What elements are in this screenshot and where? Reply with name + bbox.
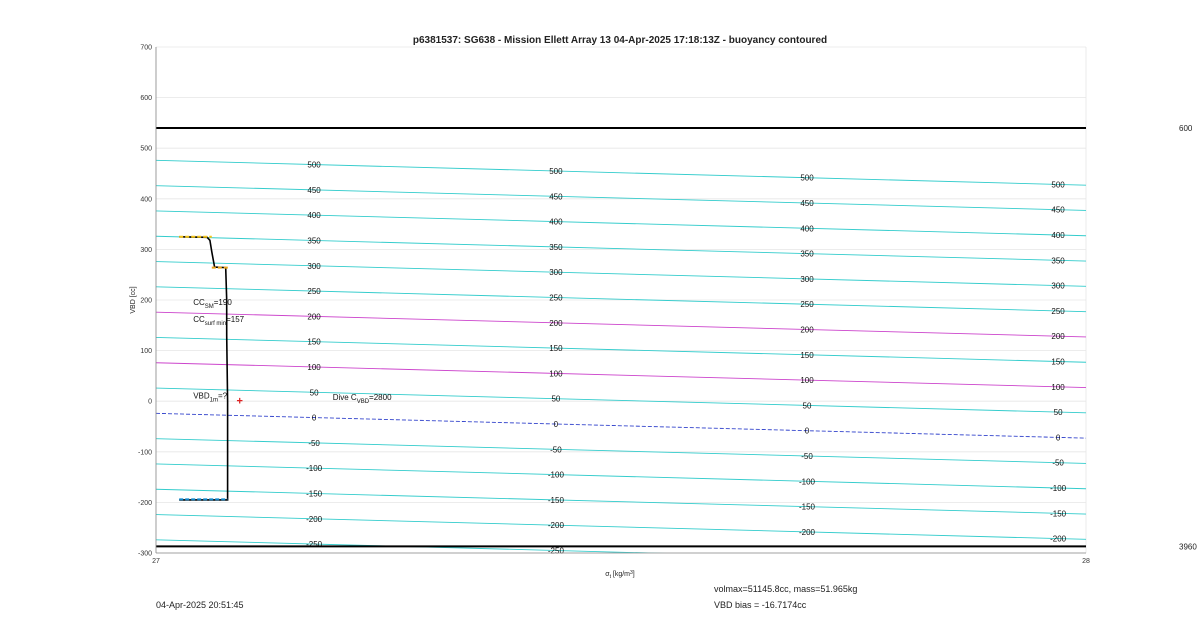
contour-line [156,515,1086,540]
contour-label: 200 [1051,332,1065,342]
contour-line [156,439,1086,464]
y-axis-label: VBD [cc] [130,286,137,314]
contour-label: 300 [307,261,321,271]
contour-label: 400 [1051,230,1065,240]
generated-timestamp: 04-Apr-2025 20:51:45 [156,600,244,610]
y-tick-label: 0 [148,398,152,406]
grid [156,47,1086,553]
contour-line [156,388,1086,413]
contour-label: 350 [549,242,563,252]
contour-label: 200 [307,312,321,322]
contour-label: 250 [549,293,563,303]
contour-label: 350 [800,249,814,259]
contour-label: 0 [553,420,559,430]
contour-label: -150 [306,489,323,499]
contour-label: -50 [308,438,320,448]
contour-line [156,337,1086,362]
contour-line [156,287,1086,312]
contour-line [156,312,1086,337]
contour-label: 50 [1053,408,1063,418]
contour-label: 150 [307,337,321,347]
annotation-label: $VBD_{1m}=$? [193,391,228,404]
contour-label: 250 [800,300,814,310]
x-tick-label: 28 [1082,558,1090,565]
contour-label: 450 [800,198,814,208]
contour-label: -200 [306,514,323,524]
contour-label: -100 [798,477,816,487]
contour-label: -100 [1050,483,1067,493]
contour-label: 100 [307,362,321,372]
reference-line-label: 3960 [1179,542,1197,552]
contour-line [156,489,1086,514]
contour-line [156,236,1086,261]
contour-label: 0 [804,426,810,436]
contour-line [156,540,1086,565]
contour-label: -250 [306,540,323,550]
contour-line [156,160,1086,185]
contour-label: 150 [1051,357,1065,367]
y-tick-label: 400 [140,196,152,204]
contour-label: 100 [800,376,814,386]
contour-line [156,186,1086,211]
contour-label: 150 [549,344,563,354]
y-tick-label: 300 [140,246,152,254]
contour-label: 350 [307,236,321,246]
dive-series-line [179,237,227,500]
contour-label: 100 [549,369,563,379]
contour-label: -200 [547,521,564,531]
contour-label: -150 [798,502,816,512]
contour-label: -200 [1050,534,1067,544]
vbd-bias-text: VBD bias = -16.7174cc [714,600,807,610]
contour-label: 300 [800,274,814,284]
contour-label: 250 [1051,306,1065,316]
y-tick-label: -300 [137,550,152,558]
contour-label: -200 [798,527,816,537]
contour-line [156,464,1086,489]
contour-label: -150 [547,495,564,505]
contour-label: 400 [800,224,814,234]
contour-label: 100 [1051,382,1065,392]
contour-label: 0 [1055,433,1061,443]
contour-label: 150 [800,350,814,360]
contour-label: -150 [1050,509,1067,519]
contour-label: 0 [311,413,317,423]
contour-label: 500 [800,173,814,183]
annotation-label: $CC_{surf min}=157$ [193,314,245,327]
contour-label: 200 [549,318,563,328]
contour-label: 400 [549,217,563,227]
plus-marker: + [236,395,243,408]
contour-label: 500 [549,167,563,177]
y-tick-label: 700 [140,44,152,52]
reference-line-label: 600 [1179,123,1193,133]
contour-label: 350 [1051,256,1065,266]
contour-label: 50 [551,394,561,404]
contour-label: 300 [549,268,563,278]
contour-label: 500 [1051,180,1065,190]
contour-label: 450 [307,185,321,195]
dive-trace [179,237,243,500]
contour-line [156,413,1086,438]
contour-label: 250 [307,287,321,297]
contour-label: 50 [802,401,812,411]
contour-label: 400 [307,211,321,221]
contour-label: 500 [307,160,321,170]
contour-label: 200 [800,325,814,335]
contour-line [156,363,1086,388]
contour-label: 450 [1051,205,1065,215]
contour-label: -100 [306,464,323,474]
contour-label: -50 [1052,458,1064,468]
contour-line [156,262,1086,287]
y-tick-label: -100 [137,449,152,457]
y-tick-label: -200 [137,499,152,507]
y-tick-label: 500 [140,145,152,153]
contour-label: -250 [547,546,564,556]
contour-label: 50 [309,388,319,398]
axes [138,45,1090,566]
buoyancy-contours [156,160,1086,564]
x-axis-label: $\sigma_t$ $[kg/m^3]$ [605,570,635,580]
annotation-label: $CC_{SM}=190$ [193,298,232,311]
annotation-label: Dive $C_{VBD}=2800$ [332,393,392,406]
y-tick-label: 100 [140,348,152,356]
contour-label: -100 [547,470,564,480]
contour-label: 300 [1051,281,1065,291]
y-tick-label: 200 [140,297,152,305]
volmax-mass-text: volmax=51145.8cc, mass=51.965kg [714,584,858,594]
chart-title: p6381537: SG638 - Mission Ellett Array 13 04-Apr-2025 17:18:13Z - buoyancy contoured [412,35,828,46]
contour-label: -50 [550,445,562,455]
contour-label: 450 [549,192,563,202]
x-tick-label: 27 [152,558,160,565]
contour-line [156,211,1086,236]
contour-label: -50 [801,451,813,461]
y-tick-label: 600 [140,95,152,103]
